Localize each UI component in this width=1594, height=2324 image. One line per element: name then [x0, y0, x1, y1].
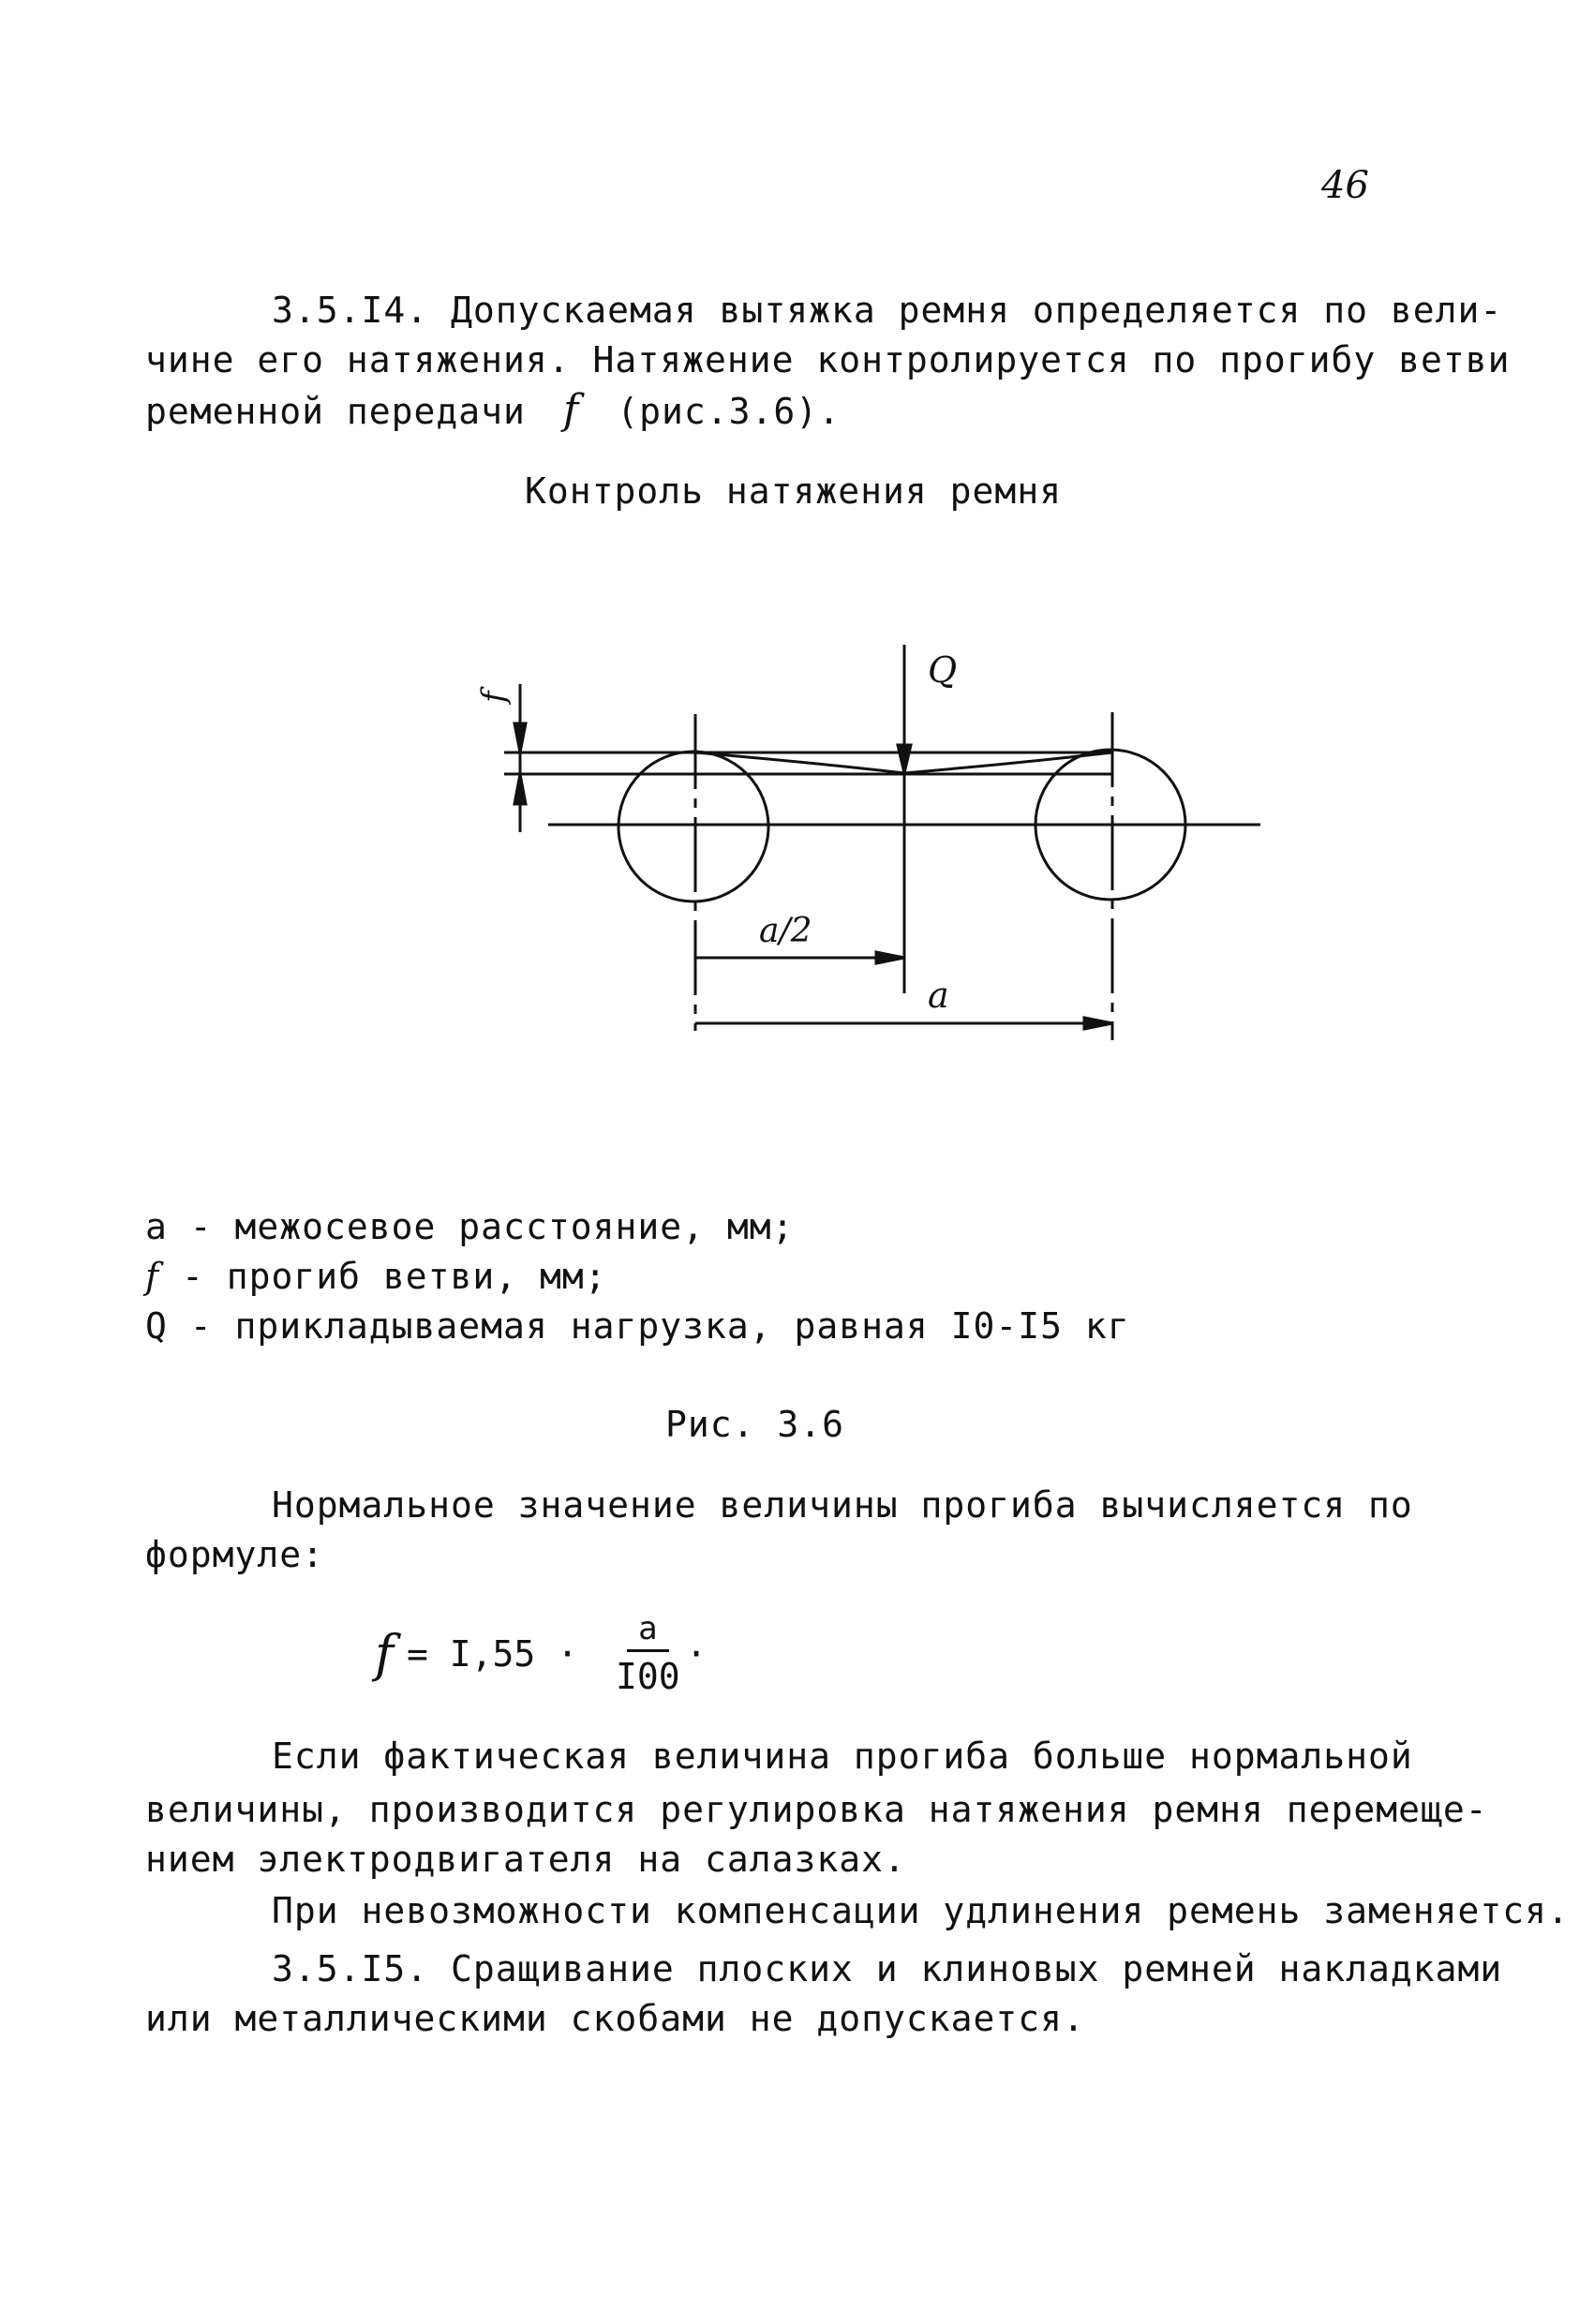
- section-3-5-14-line-2: чине его натяжения. Натяжение контролируется по прогибу ветви: [145, 339, 1511, 380]
- replacement-line: При невозможности компенсации удлинения ремень заменяется.: [272, 1890, 1570, 1931]
- section-3-5-15: [272, 1944, 1502, 1994]
- section-3-5-15-cont: [145, 1994, 1085, 2044]
- formula-suffix: ·: [685, 1632, 708, 1675]
- adjustment-paragraph-cont: [145, 1785, 1488, 1885]
- figure-caption: Рис. 3.6: [665, 1404, 845, 1445]
- formula-denominator: I00: [616, 1656, 680, 1697]
- legend-text-a: - межосевое расстояние, мм;: [167, 1206, 795, 1247]
- force-arrow-head: [898, 745, 911, 773]
- formula-fraction: [616, 1610, 680, 1697]
- formula-lhs: f: [375, 1624, 394, 1683]
- page-number: 46: [1321, 164, 1369, 207]
- legend-row-a: [145, 1202, 1130, 1252]
- legend-row-f: [145, 1252, 1130, 1302]
- half-distance-label: a/2: [759, 912, 812, 950]
- deflection-arrow-top: [514, 723, 526, 752]
- formula-intro: [272, 1481, 1413, 1530]
- half-distance-arrow-end: [876, 952, 904, 963]
- section-3-5-14-line-3-text: ременной передачи: [145, 391, 526, 432]
- adjustment-line-3: нием электродвигателя на салазках.: [145, 1839, 906, 1880]
- legend-text-q: - прикладываемая нагрузка, равная I0-I5 кг: [167, 1305, 1130, 1347]
- formula-intro-line-2: формуле:: [145, 1534, 325, 1575]
- legend-symbol-f: f: [145, 1256, 160, 1297]
- distance-label: a: [928, 975, 949, 1016]
- legend-symbol-a: а: [145, 1206, 168, 1247]
- deflection-arrow-bottom: [514, 774, 526, 804]
- legend-row-q: [145, 1302, 1130, 1351]
- legend-text-f: - прогиб ветви, мм;: [159, 1256, 607, 1297]
- section-3-5-14-line-1: 3.5.I4. Допускаемая вытяжка ремня определяется по вели-: [272, 290, 1503, 331]
- legend-symbol-q: Q: [145, 1305, 168, 1347]
- section-3-5-15-line-2: или металлическими скобами не допускается.: [145, 1998, 1085, 2039]
- f-symbol-inline: f: [562, 386, 580, 434]
- deflection-formula: [375, 1610, 708, 1697]
- adjustment-line-2: величины, производится регулировка натяжения ремня перемеще-: [145, 1789, 1488, 1830]
- formula-rhs-prefix: = I,55 ·: [407, 1632, 579, 1675]
- adjustment-line-1: Если фактическая величина прогиба больше нормальной: [272, 1736, 1413, 1777]
- replacement-paragraph: [272, 1886, 1570, 1936]
- distance-arrow-end: [1084, 1018, 1112, 1029]
- figure-title: Контроль натяжения ремня: [525, 470, 1063, 512]
- force-label: Q: [928, 649, 958, 691]
- belt-tension-diagram: [0, 0, 1594, 1125]
- formula-intro-line-1: Нормальное значение величины прогиба вычисляется по: [272, 1484, 1413, 1526]
- figure-reference: (рис.3.6).: [617, 391, 842, 432]
- deflection-label: f: [475, 691, 513, 703]
- figure-legend: [145, 1202, 1130, 1351]
- section-3-5-15-line-1: 3.5.I5. Сращивание плоских и клиновых ремней накладками: [272, 1948, 1503, 1989]
- adjustment-paragraph: [272, 1732, 1413, 1781]
- formula-numerator: a: [627, 1610, 668, 1652]
- formula-intro-cont: [145, 1530, 324, 1580]
